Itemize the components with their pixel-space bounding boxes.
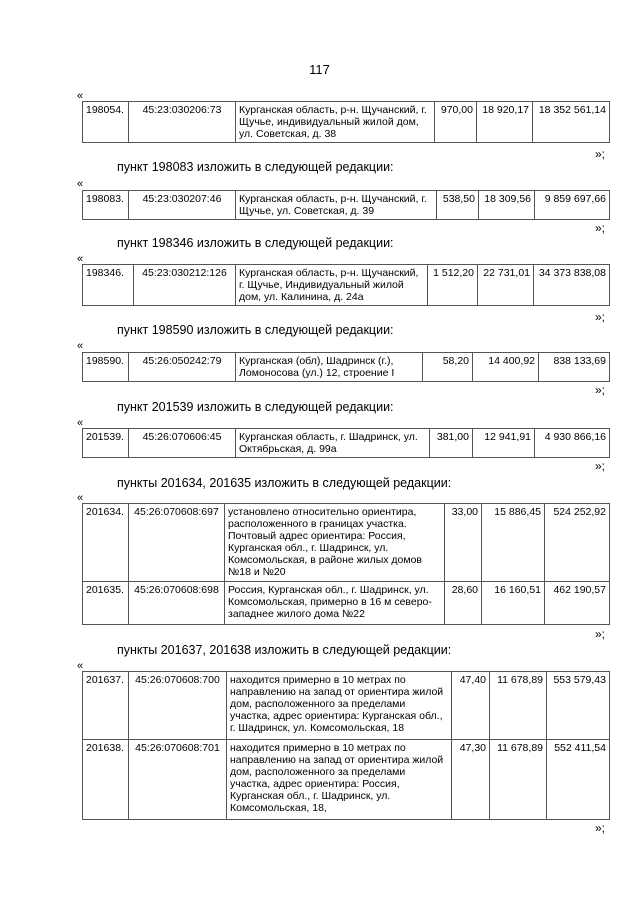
record-table xyxy=(82,101,610,143)
address: Курганская область, р-н. Щучанский, г. Щучье, индивидуальный жилой дом, ул. Советская, д. 38 xyxy=(236,102,435,143)
table-row xyxy=(83,265,610,306)
address: Россия, Курганская обл., г. Шадринск, ул. Комсомольская, примерно в 16 м северо-западнее жилого дома №22 xyxy=(225,582,445,625)
record-table xyxy=(82,264,610,306)
address: находится примерно в 10 метрах по направлению на запад от ориентира жилой дом, расположенного за пределами участка, адрес ориентира: Россия, Курганская обл., г. Шадринск, ул. Комсомольская, 18, xyxy=(227,740,452,820)
amendment-instruction: пункты 201634, 201635 изложить в следующей редакции: xyxy=(117,476,452,490)
item-number: 201637. xyxy=(83,672,129,740)
close-quote: »; xyxy=(595,821,606,835)
amendment-instruction: пункт 198346 изложить в следующей редакции: xyxy=(117,236,394,250)
area: 970,00 xyxy=(435,102,477,143)
open-quote: « xyxy=(77,178,84,190)
area: 28,60 xyxy=(445,582,482,625)
item-number: 198083. xyxy=(83,191,129,220)
address: находится примерно в 10 метрах по направлению на запад от ориентира жилой дом, расположенного за пределами участка, адрес ориентира: Курганская обл., г. Шадринск, ул. Комсомольская, 18 xyxy=(227,672,452,740)
specific-value: 12 941,91 xyxy=(473,429,535,458)
record-table xyxy=(82,671,610,820)
close-quote: »; xyxy=(595,221,606,235)
close-quote: »; xyxy=(595,147,606,161)
cadastral-value: 4 930 866,16 xyxy=(535,429,610,458)
specific-value: 11 678,89 xyxy=(490,672,547,740)
close-quote: »; xyxy=(595,310,606,324)
area: 381,00 xyxy=(430,429,473,458)
table-row xyxy=(83,672,610,740)
item-number: 201635. xyxy=(83,582,129,625)
table-row xyxy=(83,353,610,382)
record-table xyxy=(82,190,610,220)
specific-value: 15 886,45 xyxy=(482,504,545,582)
cadastral-number: 45:26:070608:697 xyxy=(129,504,225,582)
cadastral-number: 45:26:070608:698 xyxy=(129,582,225,625)
cadastral-number: 45:23:030206:73 xyxy=(129,102,236,143)
area: 47,40 xyxy=(452,672,490,740)
amendment-instruction: пункт 198083 изложить в следующей редакции: xyxy=(117,160,394,174)
open-quote: « xyxy=(77,90,84,102)
table-row xyxy=(83,429,610,458)
area: 47,30 xyxy=(452,740,490,820)
address: установлено относительно ориентира, расположенного в границах участка. Почтовый адрес ориентира: Россия, Курганская обл., г. Шадринск, ул. Комсомольская, в районе жилых домов №18 и №20 xyxy=(225,504,445,582)
amendment-instruction: пункты 201637, 201638 изложить в следующей редакции: xyxy=(117,643,452,657)
area: 1 512,20 xyxy=(428,265,478,306)
close-quote: »; xyxy=(595,459,606,473)
amendment-instruction: пункт 201539 изложить в следующей редакции: xyxy=(117,400,394,414)
cadastral-value: 552 411,54 xyxy=(547,740,610,820)
cadastral-value: 9 859 697,66 xyxy=(535,191,610,220)
area: 33,00 xyxy=(445,504,482,582)
open-quote: « xyxy=(77,660,84,672)
area: 58,20 xyxy=(423,353,473,382)
area: 538,50 xyxy=(437,191,479,220)
specific-value: 22 731,01 xyxy=(478,265,534,306)
cadastral-number: 45:26:070608:700 xyxy=(129,672,227,740)
table-row xyxy=(83,191,610,220)
address: Курганская (обл), Шадринск (г.), Ломоносова (ул.) 12, строение I xyxy=(236,353,423,382)
table-row xyxy=(83,504,610,582)
open-quote: « xyxy=(77,340,84,352)
specific-value: 14 400,92 xyxy=(473,353,539,382)
cadastral-number: 45:26:070606:45 xyxy=(129,429,236,458)
specific-value: 16 160,51 xyxy=(482,582,545,625)
cadastral-number: 45:26:070608:701 xyxy=(129,740,227,820)
item-number: 201638. xyxy=(83,740,129,820)
table-row xyxy=(83,740,610,820)
table-row xyxy=(83,102,610,143)
specific-value: 11 678,89 xyxy=(490,740,547,820)
address: Курганская область, р-н. Щучанский, г. Щучье, ул. Советская, д. 39 xyxy=(236,191,437,220)
item-number: 201634. xyxy=(83,504,129,582)
close-quote: »; xyxy=(595,627,606,641)
specific-value: 18 920,17 xyxy=(477,102,533,143)
record-table xyxy=(82,428,610,458)
open-quote: « xyxy=(77,492,84,504)
cadastral-value: 462 190,57 xyxy=(545,582,610,625)
item-number: 198054. xyxy=(83,102,129,143)
cadastral-value: 18 352 561,14 xyxy=(533,102,610,143)
open-quote: « xyxy=(77,253,84,265)
open-quote: « xyxy=(77,417,84,429)
record-table xyxy=(82,352,610,382)
cadastral-number: 45:23:030207:46 xyxy=(129,191,236,220)
cadastral-value: 838 133,69 xyxy=(539,353,610,382)
cadastral-number: 45:23:030212:126 xyxy=(134,265,236,306)
item-number: 201539. xyxy=(83,429,129,458)
address: Курганская область, р-н. Щучанский, г. Щучье, Индивидуальный жилой дом, ул. Калинина, д. 24а xyxy=(236,265,428,306)
cadastral-value: 524 252,92 xyxy=(545,504,610,582)
page-number: 117 xyxy=(309,62,330,77)
cadastral-number: 45:26:050242:79 xyxy=(129,353,236,382)
record-table xyxy=(82,503,610,625)
amendment-instruction: пункт 198590 изложить в следующей редакции: xyxy=(117,323,394,337)
close-quote: »; xyxy=(595,383,606,397)
specific-value: 18 309,56 xyxy=(479,191,535,220)
address: Курганская область, г. Шадринск, ул. Октябрьская, д. 99а xyxy=(236,429,430,458)
item-number: 198346. xyxy=(83,265,134,306)
cadastral-value: 553 579,43 xyxy=(547,672,610,740)
cadastral-value: 34 373 838,08 xyxy=(534,265,610,306)
table-row xyxy=(83,582,610,625)
item-number: 198590. xyxy=(83,353,129,382)
